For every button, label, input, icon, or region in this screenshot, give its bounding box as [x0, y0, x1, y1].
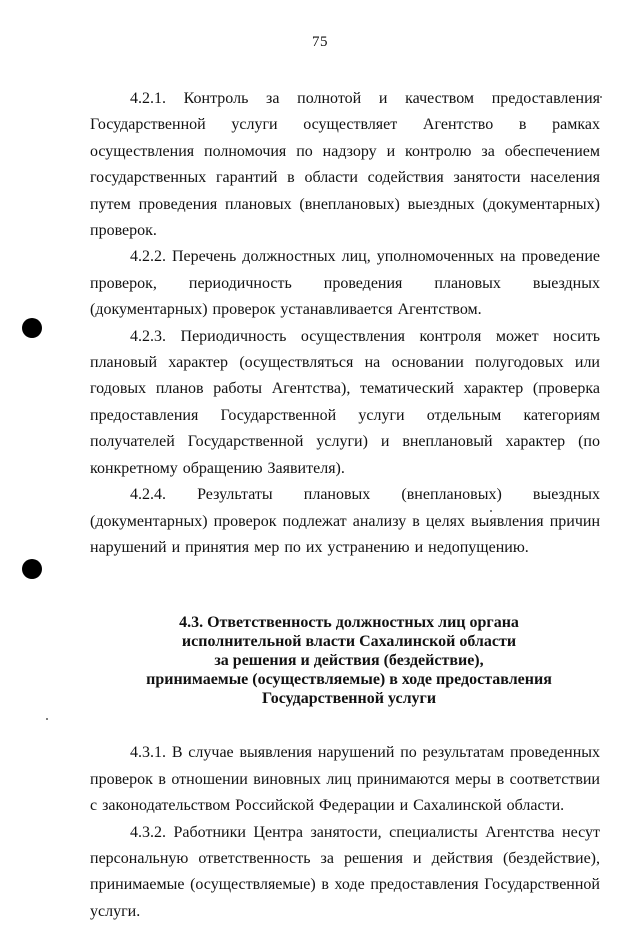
- paragraph-4-2-3: 4.2.3. Периодичность осуществления контроля может носить плановый характер (осуществляться на основании полугодовых или годовых планов работы Агентства), тематический характер (проверка предоставления Государственной услуги отдельным категориям получателей Государственной услуги) и внеплановый характер (по конкретному обращению Заявителя).: [90, 327, 600, 477]
- section-heading-line: исполнительной власти Сахалинской области: [181, 633, 517, 651]
- punch-hole-top: [22, 318, 42, 338]
- scan-speck: [600, 96, 602, 98]
- punch-hole-bottom: [22, 559, 42, 579]
- page-number: 75: [312, 34, 328, 50]
- section-heading-4-3: [90, 613, 600, 708]
- paragraph-4-2-1: 4.2.1. Контроль за полнотой и качеством предоставления Государственной услуги осуществляет Агентство в рамках осуществления полномочия по надзору и контролю за обеспечением государственных гарантий в области содействия занятости населения путем проведения плановых (внеплановых) выездных (документарных) проверок.: [90, 90, 600, 240]
- paragraph-4-2-4: 4.2.4. Результаты плановых (внеплановых) выездных (документарных) проверок подлежат анализу в целях выявления причин нарушений и принятия мер по их устранению и недопущению.: [90, 486, 600, 556]
- section-heading-line: за решения и действия (бездействие),: [214, 652, 484, 670]
- paragraph-4-2-2: 4.2.2. Перечень должностных лиц, уполномоченных на проведение проверок, периодичность проведения плановых выездных (документарных) проверок устанавливается Агентством.: [90, 248, 600, 319]
- paragraph-4-3-1: 4.3.1. В случае выявления нарушений по результатам проведенных проверок в отношении виновных лиц принимаются меры в соответствии с законодательством Российской Федерации и Сахалинской области.: [90, 744, 600, 815]
- scan-speck: [46, 718, 48, 720]
- section-heading-line: Государственной услуги: [261, 690, 437, 708]
- section-heading-line: 4.3. Ответственность должностных лиц органа: [179, 614, 519, 632]
- section-heading-line: принимаемые (осуществляемые) в ходе предоставления: [146, 671, 552, 689]
- paragraph-4-3-2: 4.3.2. Работники Центра занятости, специалисты Агентства несут персональную ответственность за решения и действия (бездействие), принимаемые (осуществляемые) в ходе предоставления Государственной услуги.: [90, 823, 600, 920]
- document-body: [90, 86, 600, 925]
